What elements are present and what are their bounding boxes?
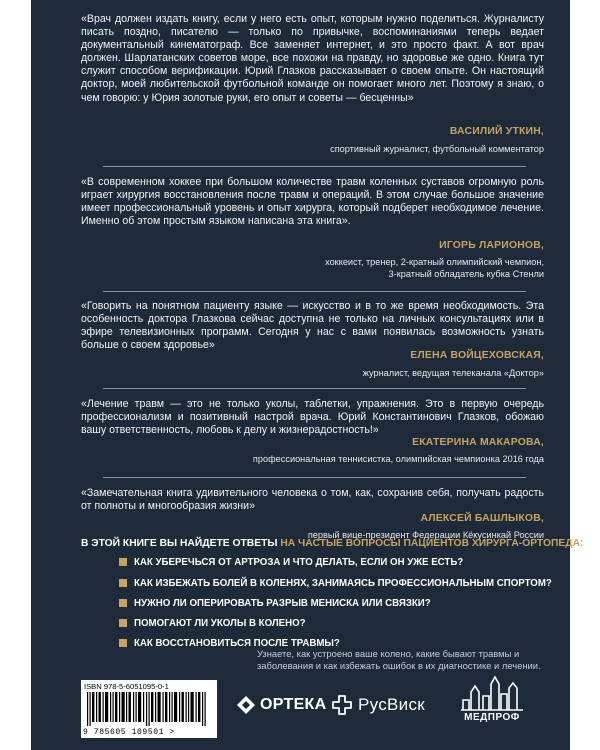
author-role: спортивный журналист, футбольный комментатор: [330, 144, 544, 154]
ortega-logo-text: ОРТЕКА: [260, 696, 327, 713]
author-role: первый вице-президент Федерации Кёкусинкай России: [307, 530, 544, 540]
ortega-emblem-icon: [236, 695, 256, 715]
quote-author: ВАСИЛИЙ УТКИН,: [449, 126, 544, 137]
quote-author: ЕЛЕНА ВОЙЦЕХОВСКАЯ,: [410, 350, 544, 361]
quote-text: «В современном хоккее при большом количестве травм коленных суставов огромную роль играет хирургия восстановления после травм и операций. В этом случае большое значение имеет профессиональный уровень и опыт хирурга, который подберет необходимое лечение. Именно об этом простым языком написана эта книга».: [81, 176, 544, 228]
rusvisk-cross-icon: [331, 694, 353, 716]
answers-heading-intro: В ЭТОЙ КНИГЕ ВЫ НАЙДЕТЕ ОТВЕТЫ: [81, 538, 281, 549]
question-item: [119, 557, 463, 568]
ortega-logo: [236, 695, 326, 715]
divider: [103, 388, 526, 389]
question-item: [119, 598, 431, 609]
skyline-icon: [461, 676, 523, 712]
barcode: [81, 680, 217, 738]
author-role: профессиональная теннисистка, олимпийская чемпионка 2016 года: [252, 454, 544, 464]
barcode-number: 9 785605 109501 >: [83, 728, 175, 737]
quote-author: АЛЕКСЕЙ БАШЛЫКОВ,: [420, 513, 544, 524]
isbn-text: ISBN 978-5-6051095-0-1: [84, 682, 169, 691]
rusvisk-logo: [331, 694, 425, 716]
question-item: [119, 578, 552, 589]
rusvisk-logo-text: РусВиск: [358, 695, 426, 714]
medprof-logo: [461, 676, 523, 723]
quote-text: «Говорить на понятном пациенту языке — искусство и в то же время необходимость. Эта особенность доктора Глазкова сейчас доступна не только на личных консультациях или в эфире телевизионных программ. Сегодня у нас с вами появилась возможность узнать больше о своем здоровье»: [81, 300, 544, 352]
question-item: [119, 618, 306, 629]
book-back-cover: [31, 0, 584, 750]
square-bullet-icon: [119, 558, 127, 566]
medprof-logo-text: МЕДПРОФ: [464, 712, 520, 723]
answers-heading: [81, 538, 584, 549]
quote-text: «Врач должен издать книгу, если у него есть опыт, которым нужно поделиться. Журналисту писать поздно, писателю — только по привычке, воспоминаниями теперь ведает документальный кинематограф. Все заменяет интернет, и это просто факт. А вот врач должен. Шарлатанских советов море, все похожи на правду, но здоровье же одно. Книга тут служит способом верификации. Юрий Глазков рассказывает о своем опыте. Он настоящий доктор, моей любительской футбольной команде он помогает много лет. Поэтому я знаю, о чем говорю: у Юрия золотые руки, его опыт и советы — бесценны»: [81, 13, 544, 104]
author-role: 3-кратный обладатель кубка Стенли: [388, 269, 544, 279]
square-bullet-icon: [119, 639, 127, 647]
divider: [103, 166, 526, 167]
question-text: НУЖНО ЛИ ОПЕРИРОВАТЬ РАЗРЫВ МЕНИСКА ИЛИ СВЯЗКИ?: [134, 598, 431, 609]
quote-author: ЕКАТЕРИНА МАКАРОВА,: [412, 437, 544, 448]
question-text: КАК ИЗБЕЖАТЬ БОЛЕЙ В КОЛЕНЯХ, ЗАНИМАЯСЬ ПРОФЕССИОНАЛЬНЫМ СПОРТОМ?: [134, 578, 552, 589]
barcode-bars-icon: [85, 692, 213, 726]
square-bullet-icon: [119, 599, 127, 607]
author-role: хоккеист, тренер, 2-кратный олимпийский чемпион,: [325, 257, 544, 267]
divider: [103, 291, 526, 292]
quote-text: «Замечательная книга удивительного человека о том, как, сохранив себя, получать радость от полноты и многообразия жизни»: [81, 487, 544, 513]
author-role: журналист, ведущая телеканала «Доктор»: [362, 368, 544, 378]
divider: [103, 477, 526, 478]
square-bullet-icon: [119, 619, 127, 627]
question-text: КАК УБЕРЕЧЬСЯ ОТ АРТРОЗА И ЧТО ДЕЛАТЬ, ЕСЛИ ОН УЖЕ ЕСТЬ?: [134, 557, 464, 568]
question-text: ПОМОГАЮТ ЛИ УКОЛЫ В КОЛЕНО?: [134, 618, 306, 629]
quote-text: «Лечение травм — это не только уколы, таблетки, упражнения. Это в первую очередь профессионализм и позитивный настрой врача. Юрий Константинович Глазков, обожаю вашу ответственность, любовь к делу и жизнерадостность!»: [81, 398, 544, 437]
answers-heading-topic: НА ЧАСТЫЕ ВОПРОСЫ ПАЦИЕНТОВ ХИРУРГА-ОРТОПЕДА:: [280, 538, 584, 549]
question-text: КАК ВОССТАНОВИТЬСЯ ПОСЛЕ ТРАВМЫ?: [134, 638, 340, 649]
quote-author: ИГОРЬ ЛАРИОНОВ,: [439, 240, 544, 251]
square-bullet-icon: [119, 579, 127, 587]
book-summary: Узнаете, как устроено ваше колено, какие бывают травмы и заболевания и как избежать ошибок в их диагностике и лечении.: [257, 648, 541, 671]
